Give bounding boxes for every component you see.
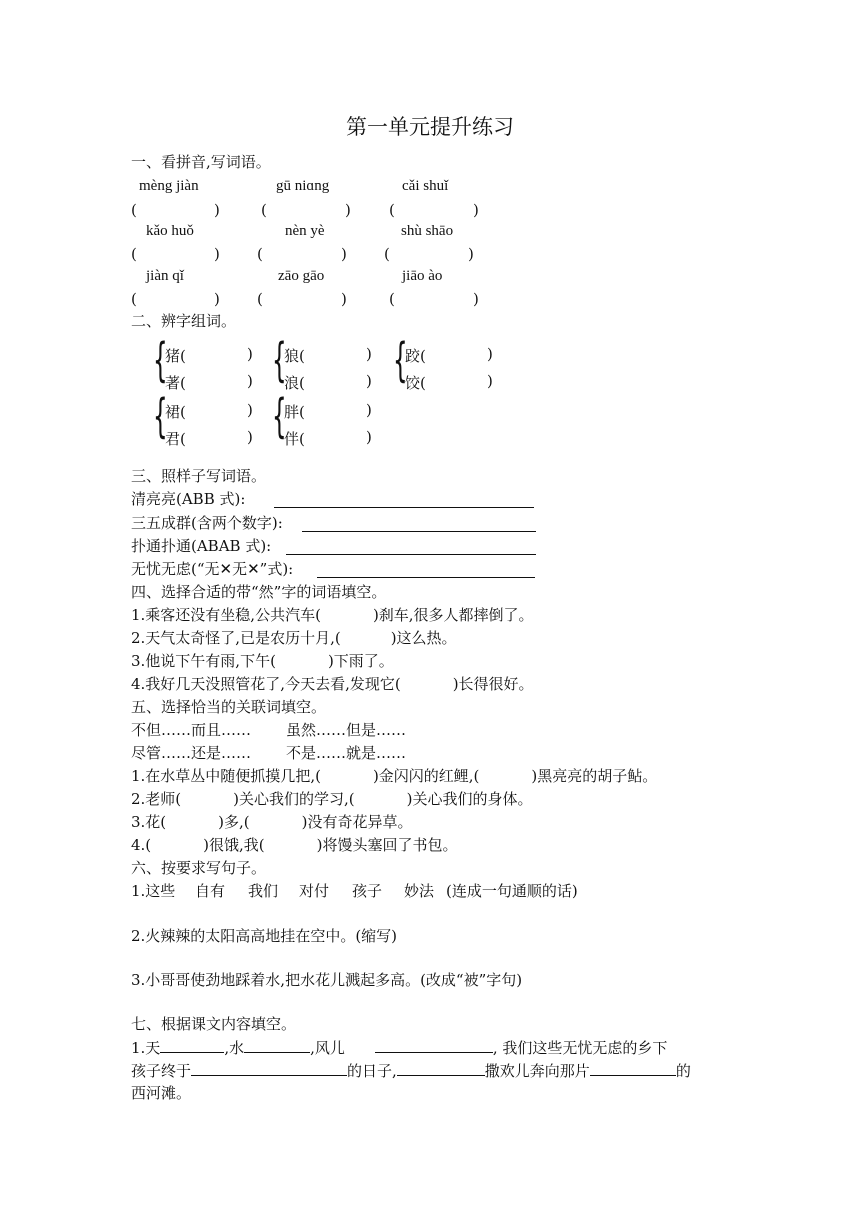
word-chip: 我们 bbox=[248, 882, 279, 900]
recall-line-2 bbox=[131, 1061, 691, 1080]
word-chip: 妙法 bbox=[404, 882, 435, 900]
answer-line[interactable] bbox=[375, 1038, 493, 1053]
brace-icon: { bbox=[272, 389, 287, 443]
answer-paren-open: ( bbox=[384, 245, 390, 263]
conjunction-option: 虽然……但是…… bbox=[286, 721, 407, 739]
fill-text: )这么热。 bbox=[390, 629, 457, 647]
sentence-question: 3.小哥哥使劲地踩着水,把水花儿溅起多高。(改成“被”字句) bbox=[131, 971, 523, 989]
answer-paren-open: ( bbox=[131, 245, 137, 263]
answer-line[interactable] bbox=[286, 540, 536, 555]
pinyin-5: nèn yè bbox=[285, 223, 325, 239]
fill-text: 1.乘客还没有坐稳,公共汽车( bbox=[131, 606, 321, 624]
fill-text: )金闪闪的红鲤,( bbox=[372, 767, 480, 785]
char-item: 狼( bbox=[284, 347, 305, 365]
answer-paren-open: ( bbox=[257, 290, 263, 308]
char-group-4 bbox=[153, 389, 265, 453]
answer-line[interactable] bbox=[302, 517, 536, 532]
char-item-close: ) bbox=[487, 345, 493, 363]
recall-line-1 bbox=[131, 1038, 667, 1057]
answer-paren-close: ) bbox=[341, 290, 347, 308]
char-item: 饺( bbox=[405, 374, 426, 392]
fill-item bbox=[131, 836, 458, 854]
brace-icon: { bbox=[153, 389, 168, 443]
fill-text: )没有奇花异草。 bbox=[301, 813, 413, 831]
fill-item bbox=[131, 813, 413, 831]
answer-paren-open: ( bbox=[389, 201, 395, 219]
section-6-heading: 六、按要求写句子。 bbox=[131, 859, 267, 877]
pattern-item-2: 三五成群(含两个数字): bbox=[131, 514, 283, 532]
recall-text: , 我们这些无忧无虑的乡下 bbox=[492, 1039, 668, 1057]
instruction-note: (连成一句通顺的话) bbox=[446, 882, 578, 900]
recall-text: 孩子终于 bbox=[131, 1062, 192, 1080]
fill-text: )将馒头塞回了书包。 bbox=[316, 836, 458, 854]
answer-paren-close: ) bbox=[345, 201, 351, 219]
answer-paren-close: ) bbox=[473, 201, 479, 219]
answer-line[interactable] bbox=[397, 1061, 485, 1076]
pinyin-8: zāo gāo bbox=[278, 268, 325, 284]
section-7-heading: 七、根据课文内容填空。 bbox=[131, 1015, 297, 1033]
char-item-close: ) bbox=[366, 345, 372, 363]
recall-text: ,水 bbox=[224, 1039, 245, 1057]
char-item-close: ) bbox=[247, 401, 253, 419]
answer-paren-open: ( bbox=[131, 201, 137, 219]
fill-item bbox=[131, 767, 657, 785]
brace-icon: { bbox=[393, 333, 408, 387]
recall-text: 的日子, bbox=[347, 1062, 397, 1080]
sentence-question: 2.火辣辣的太阳高高地挂在空中。(缩写) bbox=[131, 927, 398, 945]
conjunction-option: 不是……就是…… bbox=[286, 744, 407, 762]
fill-text: )黑亮亮的胡子鲇。 bbox=[531, 767, 658, 785]
fill-text: )长得很好。 bbox=[452, 675, 534, 693]
answer-line[interactable] bbox=[590, 1061, 676, 1076]
fill-text: 2.老师( bbox=[131, 790, 182, 808]
char-item: 胖( bbox=[284, 403, 305, 421]
section-1-heading: 一、看拼音,写词语。 bbox=[131, 153, 271, 171]
answer-line[interactable] bbox=[244, 1038, 310, 1053]
brace-icon: { bbox=[153, 333, 168, 387]
char-item-close: ) bbox=[247, 345, 253, 363]
answer-line[interactable] bbox=[191, 1061, 347, 1076]
recall-text: ,风儿 bbox=[310, 1039, 345, 1057]
fill-text: )刹车,很多人都摔倒了。 bbox=[372, 606, 534, 624]
answer-paren-close: ) bbox=[214, 201, 220, 219]
pinyin-7: jiàn qǐ bbox=[146, 268, 184, 284]
char-item-close: ) bbox=[247, 428, 253, 446]
fill-item bbox=[131, 675, 534, 693]
pinyin-2: gū niɑng bbox=[276, 178, 330, 194]
pinyin-4: kǎo huǒ bbox=[146, 223, 194, 239]
answer-paren-open: ( bbox=[257, 245, 263, 263]
conjunction-option: 尽管……还是…… bbox=[131, 744, 252, 762]
fill-text: )多,( bbox=[218, 813, 250, 831]
char-item: 著( bbox=[165, 374, 186, 392]
char-item-close: ) bbox=[366, 401, 372, 419]
fill-item bbox=[131, 652, 394, 670]
char-item: 浪( bbox=[284, 374, 305, 392]
char-group-2 bbox=[272, 333, 384, 397]
section-4-heading: 四、选择合适的带“然”字的词语填空。 bbox=[131, 583, 387, 601]
answer-paren-close: ) bbox=[468, 245, 474, 263]
char-item: 猪( bbox=[165, 347, 186, 365]
char-group-3 bbox=[393, 333, 505, 397]
char-item: 裙( bbox=[165, 403, 186, 421]
page-title: 第一单元提升练习 bbox=[346, 115, 514, 139]
fill-text: 4.我好几天没照管花了,今天去看,发现它( bbox=[131, 675, 401, 693]
fill-item bbox=[131, 629, 457, 647]
fill-text: )关心我们的学习,( bbox=[233, 790, 355, 808]
answer-line[interactable] bbox=[317, 563, 535, 578]
section-5-heading: 五、选择恰当的关联词填空。 bbox=[131, 698, 327, 716]
answer-paren-open: ( bbox=[261, 201, 267, 219]
pinyin-3: cǎi shuǐ bbox=[402, 178, 449, 194]
char-group-5 bbox=[272, 389, 384, 453]
fill-text: 2.天气太奇怪了,已是农历十月,( bbox=[131, 629, 341, 647]
char-item: 君( bbox=[165, 430, 186, 448]
char-item-close: ) bbox=[487, 372, 493, 390]
word-chip: 孩子 bbox=[352, 882, 383, 900]
section-2-heading: 二、辨字组词。 bbox=[131, 312, 237, 330]
word-chip: 自有 bbox=[195, 882, 226, 900]
fill-text: 1.在水草丛中随便抓摸几把,( bbox=[131, 767, 321, 785]
conjunction-option: 不但……而且…… bbox=[131, 721, 252, 739]
fill-text: )很饿,我( bbox=[203, 836, 265, 854]
char-item: 伴( bbox=[284, 430, 305, 448]
word-chip: 对付 bbox=[299, 882, 330, 900]
char-item-close: ) bbox=[366, 428, 372, 446]
fill-text: )关心我们的身体。 bbox=[406, 790, 533, 808]
fill-text: 4.( bbox=[131, 836, 152, 854]
char-group-1 bbox=[153, 333, 265, 397]
pinyin-1: mèng jiàn bbox=[139, 178, 199, 194]
pinyin-9: jiāo ào bbox=[402, 268, 443, 284]
fill-item bbox=[131, 606, 534, 624]
recall-text: 的 bbox=[675, 1062, 691, 1080]
char-item: 跤( bbox=[405, 347, 426, 365]
char-item-close: ) bbox=[247, 372, 253, 390]
answer-line[interactable] bbox=[160, 1038, 224, 1053]
char-item-close: ) bbox=[366, 372, 372, 390]
fill-text: )下雨了。 bbox=[327, 652, 394, 670]
pinyin-6: shù shāo bbox=[401, 223, 454, 239]
brace-icon: { bbox=[272, 333, 287, 387]
answer-paren-close: ) bbox=[214, 290, 220, 308]
section-3-heading: 三、照样子写词语。 bbox=[131, 467, 267, 485]
recall-text: 1.天 bbox=[131, 1039, 161, 1057]
pattern-item-4: 无忧无虑(“无✕无✕”式): bbox=[131, 560, 294, 578]
answer-paren-open: ( bbox=[389, 290, 395, 308]
fill-text: 3.他说下午有雨,下午( bbox=[131, 652, 276, 670]
pattern-item-1: 清亮亮(ABB 式): bbox=[131, 490, 246, 508]
answer-line[interactable] bbox=[274, 493, 534, 508]
recall-line-3: 西河滩。 bbox=[131, 1084, 192, 1102]
pattern-item-3: 扑通扑通(ABAB 式): bbox=[131, 537, 272, 555]
word-chip: 1.这些 bbox=[131, 882, 176, 900]
answer-paren-open: ( bbox=[131, 290, 137, 308]
fill-text: 3.花( bbox=[131, 813, 167, 831]
recall-text: 撒欢儿奔向那片 bbox=[484, 1062, 590, 1080]
answer-paren-close: ) bbox=[473, 290, 479, 308]
answer-paren-close: ) bbox=[341, 245, 347, 263]
answer-paren-close: ) bbox=[214, 245, 220, 263]
fill-item bbox=[131, 790, 533, 808]
